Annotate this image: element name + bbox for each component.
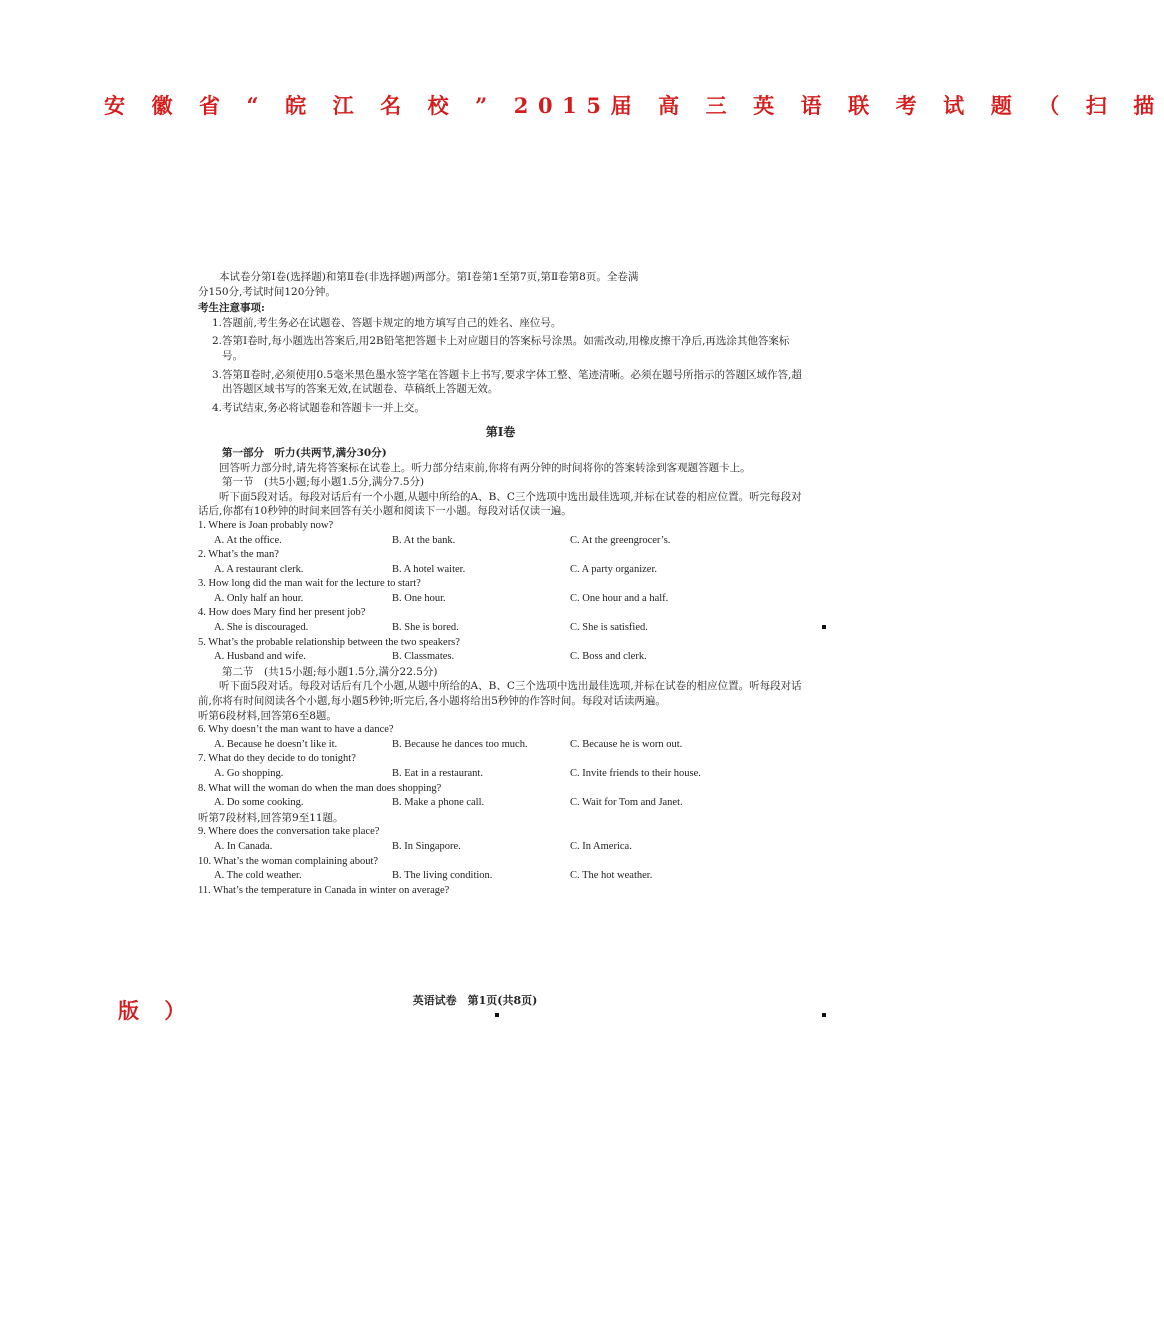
section2-question-list-b <box>198 825 803 898</box>
options-row <box>198 534 803 549</box>
scanned-exam-page <box>198 270 803 898</box>
question: 11. What’s the temperature in Canada in winter on average? <box>198 884 450 896</box>
question: 8. What will the woman do when the man does shopping? <box>198 782 442 794</box>
option-b: B. In Singapore. <box>392 840 461 852</box>
material-6-label: 听第6段材料,回答第6至8题。 <box>198 709 337 722</box>
notice-item-2: 2.答第Ⅰ卷时,每小题选出答案后,用2B铅笔把答题卡上对应题目的答案标号涂黑。如需改动,用橡皮擦干净后,再选涂其他答案标号。 <box>212 335 790 362</box>
options-row <box>198 840 803 855</box>
exam-intro-line-2: 分150分,考试时间120分钟。 <box>198 285 336 298</box>
scan-speck <box>822 625 826 629</box>
section1-title: 第一节 (共5小题;每小题1.5分,满分7.5分) <box>222 476 425 489</box>
option-b: B. Classmates. <box>392 651 455 663</box>
notice-item-4: 4.考试结束,务必将试题卷和答题卡一并上交。 <box>212 401 425 414</box>
page-footer: 英语试卷 第1页(共8页) <box>412 994 538 1007</box>
option-c: C. At the greengrocer’s. <box>570 534 671 546</box>
option-b: B. The living condition. <box>392 870 493 882</box>
part1-title: 第一部分 听力(共两节,满分30分) <box>222 446 387 459</box>
question: 6. Why doesn’t the man want to have a dance? <box>198 724 394 736</box>
option-b: B. Because he dances too much. <box>392 738 528 750</box>
section2-intro: 听下面5段对话。每段对话后有几个小题,从题中所给的A、B、C三个选项中选出最佳选项,并标在试卷的相应位置。听每段对话前,你将有时间阅读各个小题,每小题5秒钟;听完后,各小题将给出5秒钟的作答时间。每段对话读两遍。 <box>198 680 802 708</box>
options-row <box>198 767 803 782</box>
notice-title: 考生注意事项: <box>198 302 265 315</box>
option-b: B. At the bank. <box>392 534 456 546</box>
option-c: C. Because he is worn out. <box>570 738 683 750</box>
option-a: A. Go shopping. <box>214 768 284 779</box>
option-a: A. Husband and wife. <box>214 651 306 663</box>
exam-intro-line-1: 本试卷分第Ⅰ卷(选择题)和第Ⅱ卷(非选择题)两部分。第Ⅰ卷第1至第7页,第Ⅱ卷第8页。全卷满 <box>219 271 639 283</box>
question: 3. How long did the man wait for the lecture to start? <box>198 578 421 590</box>
option-b: B. Eat in a restaurant. <box>392 768 483 779</box>
section1-question-list <box>198 519 803 665</box>
material-7-label: 听第7段材料,回答第9至11题。 <box>198 811 344 824</box>
document-title-tail: 版 ） <box>118 998 195 1023</box>
notice-item-1: 1.答题前,考生务必在试题卷、答题卡规定的地方填写自己的姓名、座位号。 <box>212 316 562 329</box>
option-b: B. A hotel waiter. <box>392 563 466 575</box>
option-b: B. Make a phone call. <box>392 797 485 809</box>
options-row <box>198 738 803 753</box>
option-b: B. She is bored. <box>392 622 459 634</box>
section1-intro: 听下面5段对话。每段对话后有一个小题,从题中所给的A、B、C三个选项中选出最佳选项,并标在试卷的相应位置。听完每段对话后,你都有10秒钟的时间来回答有关小题和阅读下一小题。每段对话仅读一遍。 <box>198 490 802 518</box>
options-row <box>198 563 803 578</box>
question: 10. What’s the woman complaining about? <box>198 855 379 867</box>
option-c: C. Wait for Tom and Janet. <box>570 797 683 809</box>
section2-title: 第二节 (共15小题;每小题1.5分,满分22.5分) <box>222 665 438 678</box>
options-row <box>198 650 803 665</box>
part1-intro: 回答听力部分时,请先将答案标在试卷上。听力部分结束前,你将有两分钟的时间将你的答案转涂到客观题答题卡上。 <box>219 461 751 474</box>
option-a: A. A restaurant clerk. <box>214 563 304 575</box>
options-row <box>198 796 803 811</box>
option-a: A. Because he doesn’t like it. <box>214 738 338 750</box>
option-c: C. A party organizer. <box>570 563 657 575</box>
option-c: C. One hour and a half. <box>570 592 669 604</box>
option-a: A. Only half an hour. <box>214 592 304 604</box>
options-row <box>198 621 803 636</box>
option-a: A. In Canada. <box>214 840 273 852</box>
option-a: A. She is discouraged. <box>214 622 309 634</box>
notice-item-3: 3.答第Ⅱ卷时,必须使用0.5毫米黑色墨水签字笔在答题卡上书写,要求字体工整、笔迹清晰。必须在题号所指示的答题区域作答,超出答题区域书写的答案无效,在试题卷、草稿纸上答题无效。 <box>212 368 802 396</box>
option-b: B. One hour. <box>392 592 446 604</box>
options-row <box>198 592 803 607</box>
question: 9. Where does the conversation take place? <box>198 826 380 838</box>
document-title: 安 徽 省 “ 皖 江 名 校 ” 2015届 高 三 英 语 联 考 试 题 （ 扫 描 <box>104 93 1164 118</box>
scan-speck <box>822 1013 826 1017</box>
option-a: A. At the office. <box>214 534 282 546</box>
option-a: A. Do some cooking. <box>214 797 304 809</box>
question: 7. What do they decide to do tonight? <box>198 753 356 765</box>
volume-title: 第Ⅰ卷 <box>485 425 516 440</box>
option-c: C. Boss and clerk. <box>570 651 647 663</box>
option-c: C. In America. <box>570 840 632 852</box>
scan-speck <box>495 1013 499 1017</box>
section2-question-list-a <box>198 723 803 811</box>
question: 2. What’s the man? <box>198 549 279 561</box>
option-c: C. The hot weather. <box>570 870 653 882</box>
question: 1. Where is Joan probably now? <box>198 519 334 531</box>
option-c: C. Invite friends to their house. <box>570 768 701 779</box>
options-row <box>198 869 803 884</box>
question: 4. How does Mary find her present job? <box>198 607 366 619</box>
question: 5. What’s the probable relationship between the two speakers? <box>198 636 460 648</box>
option-a: A. The cold weather. <box>214 870 302 882</box>
option-c: C. She is satisfied. <box>570 622 648 634</box>
